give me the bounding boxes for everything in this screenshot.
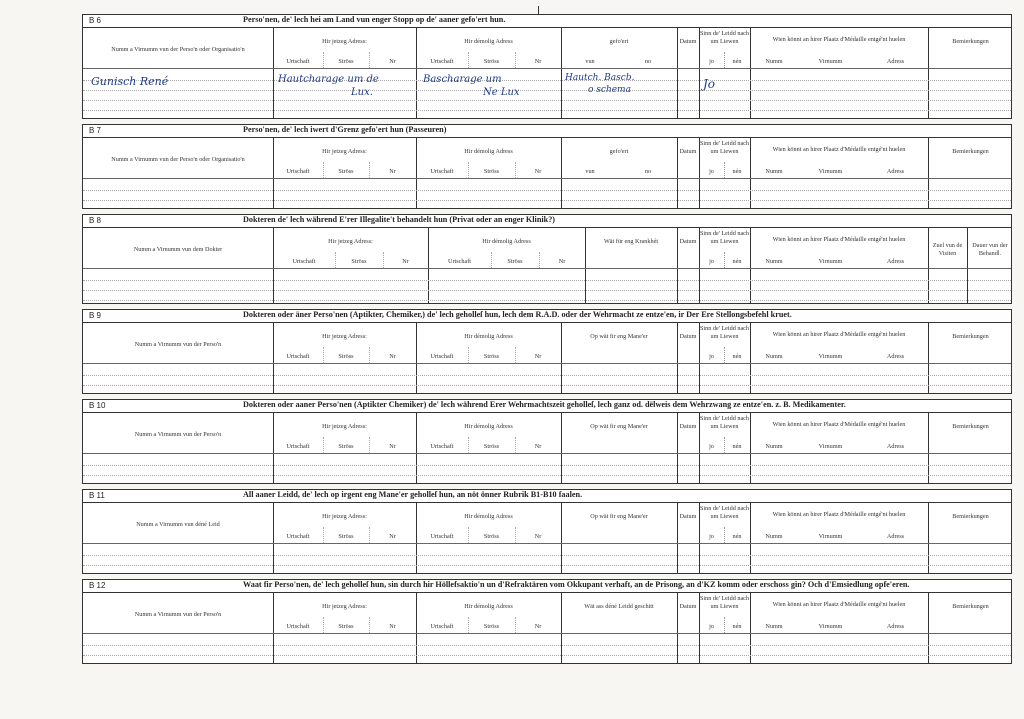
section-title: Dokteren de' lech während E'rer Illegalite't behandelt hun (Privat oder an enger Klinik?) [243, 215, 556, 224]
current-address-sub-label: Nr [389, 443, 396, 450]
former-address-sub-label: Ströss [483, 623, 500, 630]
section-header [82, 579, 1012, 592]
former-address-sub-label: Urtschaft [430, 168, 454, 175]
medal-sub-label: Numm [765, 443, 783, 450]
current-address-sub-label: Nr [402, 258, 409, 265]
section-code: B 8 [89, 216, 102, 225]
writing-line [83, 190, 1011, 191]
medal-sub-label: Adress [886, 443, 905, 450]
remarks-label: Bemierkungen [952, 423, 989, 430]
alive-label: Sinn de' Leidd nach um Liewen [699, 230, 750, 245]
remarks-label: Bemierkungen [952, 603, 989, 610]
medal-label: Wien könnt an hirer Plaatz d'Médaille entgé'nt huelen [772, 236, 906, 243]
section-code: B 7 [89, 126, 102, 135]
name-column-label: Numm a Virnumm vun déné Leid [136, 521, 220, 528]
route-from-label: vun [585, 58, 595, 65]
medal-label: Wien könnt an hirer Plaatz d'Médaille entgé'nt huelen [772, 511, 906, 518]
current-address-sub-label: Nr [389, 353, 396, 360]
section-title: Dokteren oder äner Perso'nen (Aptikter, Chemiker,) de' lech geholleſ hun, lech dem R.A.D. oder der Wehrmacht ze entze'en, ir Der Ere Stellongsbefehl kruet. [243, 310, 792, 319]
name-column-label: Numm a Virnumm vun der Perso'n [134, 611, 222, 618]
section-b8 [82, 214, 1012, 309]
detail-column-label: Op wät fir eng Mane'er [590, 423, 648, 430]
current-address-sub-label: Urtschaft [286, 58, 310, 65]
current-address-sub-label: Urtschaft [286, 623, 310, 630]
current-address-label: Hir jetzeg Adress: [322, 38, 367, 45]
section-grid [82, 27, 1012, 119]
remarks-label: Bemierkungen [952, 333, 989, 340]
current-address-sub-label: Ströss [351, 258, 367, 265]
alive-no-label: nén [732, 168, 742, 175]
former-address-sub-label: Urtschaft [447, 258, 472, 265]
current-address-sub-label: Urtschaft [292, 258, 316, 265]
former-address-sub-label: Nr [534, 443, 542, 450]
alive-no-label: nén [732, 623, 742, 630]
header-divider [83, 68, 1011, 69]
current-address-sub-label: Ströss [338, 443, 354, 450]
header-divider [83, 178, 1011, 179]
handwritten-name: Gunisch René [91, 75, 169, 88]
column-line [928, 228, 929, 303]
former-address-label: Hir démolig Adress [464, 38, 513, 45]
writing-line [83, 465, 1011, 466]
medal-sub-label: Adress [886, 623, 905, 630]
header-divider [83, 633, 1011, 634]
medal-label: Wien könnt an hirer Plaatz d'Médaille entgé'nt huelen [772, 421, 906, 428]
alive-yes-label: jo [709, 353, 714, 360]
alive-label: Sinn de' Leidd nach um Liewen [699, 595, 750, 610]
medal-sub-label: Numm [765, 168, 783, 175]
alive-no-label: nén [732, 353, 742, 360]
medal-sub-label: Numm [765, 623, 783, 630]
current-address-sub-label: Nr [389, 58, 396, 65]
writing-line [83, 655, 1011, 656]
writing-line [83, 100, 1011, 101]
current-address-sub-label: Urtschaft [286, 533, 310, 540]
medal-label: Wien könnt an hirer Plaatz d'Médaille entgé'nt huelen [772, 36, 906, 43]
former-address-label: Hir démolig Adress [464, 423, 513, 430]
detail-column-label: gefo'ert [609, 38, 629, 45]
remarks-label: Bemierkungen [952, 148, 989, 155]
current-address-sub-label: Urtschaft [286, 168, 310, 175]
alive-yes-label: jo [709, 58, 714, 65]
former-address-sub-label: Ströss [483, 168, 500, 175]
medal-sub-label: Adress [886, 533, 905, 540]
current-address-sub-label: Ströss [338, 533, 354, 540]
alive-label: Sinn de' Leidd nach um Liewen [699, 415, 750, 430]
former-address-label: Hir démolig Adress [464, 603, 513, 610]
route-to-label: no [644, 168, 652, 175]
medal-sub-label: Numm [765, 258, 783, 265]
alive-label: Sinn de' Leidd nach um Liewen [699, 140, 750, 155]
writing-line [83, 385, 1011, 386]
alive-yes-label: jo [709, 258, 714, 265]
current-address-label: Hir jetzeg Adress: [322, 513, 367, 520]
current-address-label: Hir jetzeg Adress: [322, 333, 367, 340]
writing-line [83, 565, 1011, 566]
handwritten-former-address: Bascharage um [423, 74, 502, 85]
handwritten-alive-yes: Jo [703, 77, 716, 91]
section-title: Perso'nen, de' lech hei am Land vun enger Stopp op de' aaner gefo'ert hun. [243, 15, 506, 24]
current-address-sub-label: Ströss [338, 58, 354, 65]
writing-line [83, 90, 1011, 91]
former-address-sub-label: Nr [534, 353, 542, 360]
date-label: Datum [679, 603, 697, 610]
detail-column-label: Wät für eng Krankhét [603, 238, 659, 245]
current-address-sub-label: Urtschaft [286, 353, 310, 360]
former-address-sub-label: Nr [534, 168, 542, 175]
medal-sub-label: Virnumm [818, 623, 843, 630]
current-address-label: Hir jetzeg Adress: [322, 148, 367, 155]
medal-sub-label: Adress [886, 258, 905, 265]
alive-yes-label: jo [709, 443, 714, 450]
detail-column-label: Wät ass déné Leidd geschitt [584, 603, 654, 610]
current-address-sub-label: Urtschaft [286, 443, 310, 450]
medal-sub-label: Virnumm [818, 168, 843, 175]
section-b10 [82, 399, 1012, 489]
date-label: Datum [679, 423, 697, 430]
alive-yes-label: jo [709, 533, 714, 540]
current-address-label: Hir jetzeg Adress: [322, 423, 367, 430]
former-address-sub-label: Urtschaft [430, 533, 454, 540]
alive-label: Sinn de' Leidd nach um Liewen [699, 30, 750, 45]
section-code: B 12 [89, 581, 106, 590]
section-title: Perso'nen, de' lech iwert d'Grenz gefo'ert hun (Passeuren) [243, 125, 447, 134]
former-address-sub-label: Nr [534, 58, 542, 65]
section-code: B 9 [89, 311, 102, 320]
column-line [967, 228, 968, 303]
medal-sub-label: Virnumm [818, 353, 843, 360]
alive-no-label: nén [732, 443, 742, 450]
name-column-label: Numm a Virnumm vun der Perso'n [134, 341, 222, 348]
remarks-label: Bemierkungen [952, 513, 989, 520]
section-b11 [82, 489, 1012, 579]
current-address-sub-label: Ströss [338, 168, 354, 175]
header-divider [83, 268, 1011, 269]
alive-no-label: nén [732, 58, 742, 65]
section-code: B 11 [89, 491, 105, 500]
writing-line [83, 290, 1011, 291]
writing-line [83, 200, 1011, 201]
alive-no-label: nén [732, 258, 742, 265]
medal-sub-label: Adress [886, 168, 905, 175]
header-divider [83, 363, 1011, 364]
medal-sub-label: Numm [765, 58, 783, 65]
header-divider [83, 543, 1011, 544]
current-address-sub-label: Nr [389, 533, 396, 540]
medal-sub-label: Numm [765, 533, 783, 540]
section-title: Waat fir Perso'nen, de' lech geholleſ hun, sin durch hir Höllefsaktio'n un d'Refraktären vom Okkupant verhaft, an de Prisong, an d'KZ komm oder erschoss gin? Och d'Emsiedlung opfe'eren. [243, 580, 910, 589]
section-b12 [82, 579, 1012, 669]
section-header [82, 124, 1012, 137]
handwritten-route-line2: o schema [588, 85, 631, 95]
writing-line [83, 300, 1011, 301]
former-address-sub-label: Nr [534, 623, 542, 630]
date-label: Datum [679, 148, 697, 155]
section-header [82, 309, 1012, 322]
section-code: B 10 [89, 401, 106, 410]
visits-label: Zuel vun de Visiten [932, 242, 963, 257]
section-grid [82, 592, 1012, 664]
current-address-label: Hir jetzeg Adress: [328, 238, 373, 245]
route-to-label: no [644, 58, 652, 65]
duration-label: Dauer vun der Behandl. [972, 242, 1008, 257]
former-address-sub-label: Urtschaft [430, 353, 454, 360]
current-address-sub-label: Ströss [338, 623, 354, 630]
former-address-sub-label: Nr [534, 533, 542, 540]
medal-sub-label: Adress [886, 353, 905, 360]
date-label: Datum [679, 513, 697, 520]
handwritten-current-address: Hautcharage um de [278, 74, 379, 85]
detail-column-label: Op wät fir eng Mane'er [590, 513, 648, 520]
section-title: All aaner Leidd, de' lech op irgent eng Mane'er geholleſ hun, an nöt önner Rubrik B1-B10 faalen. [243, 490, 583, 499]
writing-line [83, 475, 1011, 476]
alive-label: Sinn de' Leidd nach um Liewen [699, 505, 750, 520]
alive-yes-label: jo [709, 623, 714, 630]
former-address-sub-label: Ströss [483, 443, 500, 450]
current-address-sub-label: Nr [389, 623, 396, 630]
writing-line [83, 110, 1011, 111]
alive-yes-label: jo [709, 168, 714, 175]
former-address-label: Hir démolig Adress [464, 148, 513, 155]
section-title: Dokteren oder aaner Perso'nen (Aptikter Chemiker) de' lech während Erer Wehrmachtszeit geholleſ, lech ganz od. dëlweis dem Wehrzwang ze entze'en. z. B. Medikamenter. [243, 400, 846, 409]
medal-sub-label: Adress [886, 58, 905, 65]
name-column-label: Numm a Virnumm vun der Perso'n oder Organisatio'n [111, 156, 245, 163]
former-address-label: Hir démolig Adress [464, 333, 513, 340]
section-header [82, 214, 1012, 227]
date-label: Datum [679, 38, 697, 45]
former-address-sub-label: Urtschaft [430, 443, 454, 450]
former-address-label: Hir démolig Adress [464, 513, 513, 520]
current-address-sub-label: Nr [389, 168, 396, 175]
section-grid [82, 502, 1012, 574]
section-b6 [82, 14, 1012, 124]
medal-sub-label: Virnumm [818, 443, 843, 450]
former-address-sub-label: Urtschaft [430, 58, 454, 65]
current-address-sub-label: Ströss [338, 353, 354, 360]
section-grid [82, 412, 1012, 484]
name-column-label: Numm a Virnumm vun dem Dokter [133, 246, 223, 253]
section-grid [82, 322, 1012, 394]
handwritten-current-address-line2: Lux. [351, 87, 373, 98]
header-divider [83, 453, 1011, 454]
writing-line [83, 555, 1011, 556]
section-code: B 6 [89, 16, 102, 25]
medal-sub-label: Virnumm [818, 258, 843, 265]
handwritten-former-address-line2: Ne Lux [483, 87, 520, 98]
detail-column-label: Op wät fir eng Mane'er [590, 333, 648, 340]
former-address-sub-label: Urtschaft [430, 623, 454, 630]
date-label: Datum [679, 333, 697, 340]
section-b7 [82, 124, 1012, 214]
medal-sub-label: Numm [765, 353, 783, 360]
route-from-label: vun [585, 168, 595, 175]
medal-label: Wien könnt an hirer Plaatz d'Médaille entgé'nt huelen [772, 601, 906, 608]
former-address-sub-label: Nr [558, 258, 566, 265]
medal-label: Wien könnt an hirer Plaatz d'Médaille entgé'nt huelen [772, 146, 906, 153]
section-grid [82, 137, 1012, 209]
former-address-label: Hir démolig Adress [482, 238, 531, 245]
former-address-sub-label: Ströss [483, 58, 500, 65]
writing-line [83, 80, 1011, 81]
date-label: Datum [679, 238, 697, 245]
section-b9 [82, 309, 1012, 399]
former-address-sub-label: Ströss [483, 353, 500, 360]
medal-label: Wien könnt an hirer Plaatz d'Médaille entgé'nt huelen [772, 331, 906, 338]
writing-line [83, 375, 1011, 376]
section-header [82, 489, 1012, 502]
current-address-label: Hir jetzeg Adress: [322, 603, 367, 610]
remarks-label: Bemierkungen [952, 38, 989, 45]
handwritten-route: Hautch. Bascb. [565, 73, 635, 83]
name-column-label: Numm a Virnumm vun der Perso'n [134, 431, 222, 438]
medal-sub-label: Virnumm [818, 533, 843, 540]
writing-line [83, 645, 1011, 646]
former-address-sub-label: Ströss [507, 258, 523, 265]
alive-no-label: nén [732, 533, 742, 540]
former-address-sub-label: Ströss [483, 533, 500, 540]
section-grid [82, 227, 1012, 304]
alive-label: Sinn de' Leidd nach um Liewen [699, 325, 750, 340]
writing-line [83, 280, 1011, 281]
medal-sub-label: Virnumm [818, 58, 843, 65]
section-header [82, 14, 1012, 27]
detail-column-label: gefo'ert [609, 148, 629, 155]
section-header [82, 399, 1012, 412]
name-column-label: Numm a Virnumm vun der Perso'n oder Organisatio'n [111, 46, 245, 53]
